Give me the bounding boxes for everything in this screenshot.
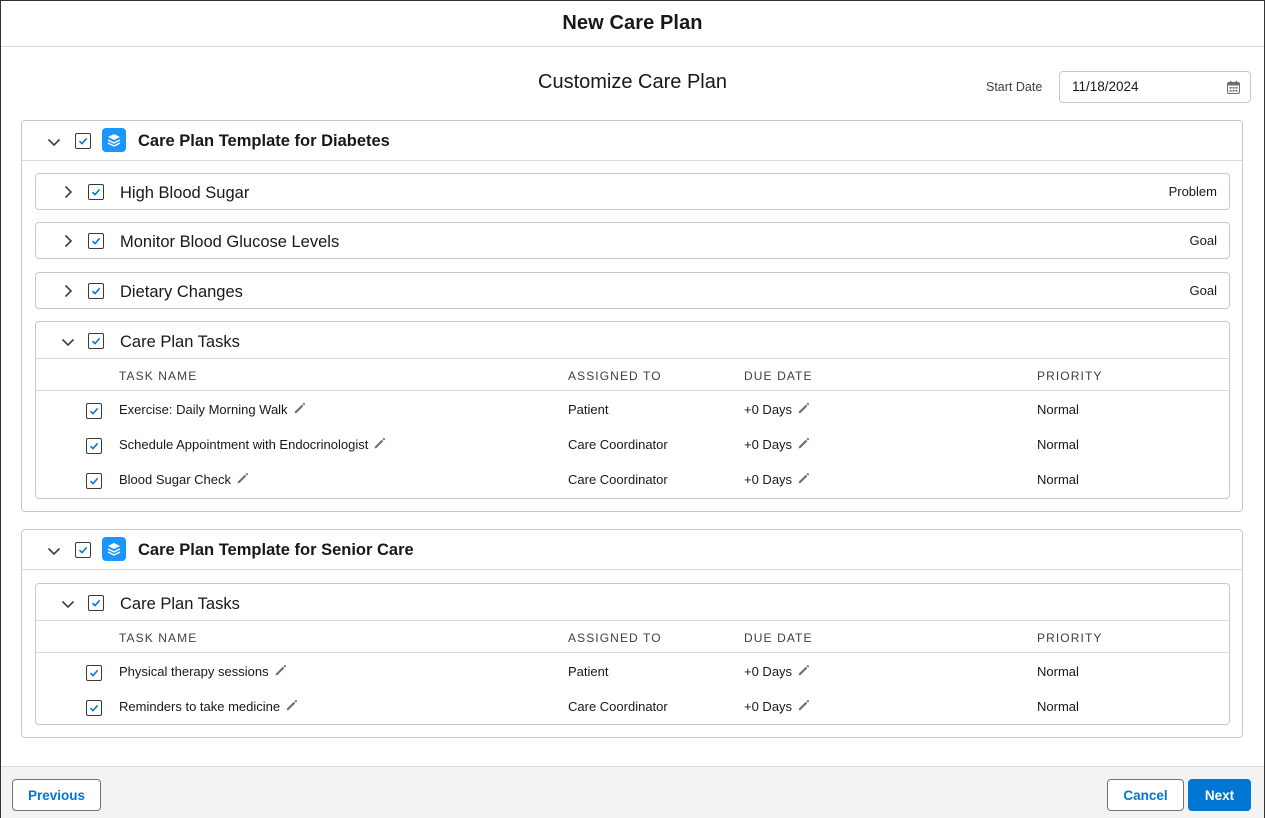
due-date-cell (744, 402, 810, 417)
due-date: +0 Days (744, 664, 793, 679)
column-header-priority: PRIORITY (1037, 369, 1103, 383)
template-checkbox-senior-care[interactable] (75, 542, 91, 558)
task-name: Physical therapy sessions (119, 664, 269, 679)
modal-header (1, 1, 1264, 47)
checkmark-icon (91, 336, 101, 346)
calendar-icon[interactable] (1227, 81, 1240, 94)
care-item-row (35, 272, 1230, 309)
start-date-input[interactable] (1059, 71, 1251, 103)
pencil-icon[interactable] (274, 664, 287, 677)
tasks-section-senior-care (35, 583, 1230, 725)
table-row (36, 392, 1229, 427)
template-card-senior-care (21, 529, 1243, 738)
template-header-senior-care (22, 530, 1242, 570)
checkmark-icon (89, 406, 99, 416)
checkmark-icon (89, 703, 99, 713)
assigned-to-cell: Patient (568, 664, 609, 679)
pencil-icon[interactable] (797, 664, 810, 677)
chevron-right-icon[interactable] (60, 283, 76, 299)
assigned-to-cell: Care Coordinator (568, 472, 668, 487)
chevron-down-icon[interactable] (46, 134, 62, 150)
priority-cell: Normal (1037, 664, 1079, 679)
next-button[interactable]: Next (1188, 779, 1251, 811)
task-name: Exercise: Daily Morning Walk (119, 402, 288, 417)
pencil-icon[interactable] (236, 472, 249, 485)
pencil-icon[interactable] (293, 402, 306, 415)
priority-cell: Normal (1037, 402, 1079, 417)
template-title-diabetes: Care Plan Template for Diabetes (138, 132, 390, 150)
table-header (36, 359, 1229, 391)
stack-icon (102, 128, 126, 152)
column-header-due-date: DUE DATE (744, 631, 813, 645)
tasks-section-diabetes (35, 321, 1230, 499)
due-date: +0 Days (744, 437, 793, 452)
template-checkbox-diabetes[interactable] (75, 133, 91, 149)
checkmark-icon (91, 286, 101, 296)
item-type: Goal (1189, 233, 1217, 248)
column-header-task-name: TASK NAME (119, 631, 198, 645)
care-item-row (35, 222, 1230, 259)
task-checkbox[interactable] (86, 473, 102, 489)
previous-button[interactable]: Previous (12, 779, 101, 811)
pencil-icon[interactable] (797, 699, 810, 712)
item-title: Monitor Blood Glucose Levels (120, 233, 340, 251)
task-name-cell (119, 664, 287, 679)
task-checkbox[interactable] (86, 665, 102, 681)
priority-cell: Normal (1037, 472, 1079, 487)
chevron-down-icon[interactable] (60, 334, 76, 350)
table-row (36, 654, 1229, 689)
task-name: Reminders to take medicine (119, 699, 281, 714)
assigned-to-cell: Care Coordinator (568, 699, 668, 714)
pencil-icon[interactable] (373, 437, 386, 450)
item-title: High Blood Sugar (120, 184, 250, 202)
chevron-right-icon[interactable] (60, 184, 76, 200)
column-header-due-date: DUE DATE (744, 369, 813, 383)
due-date: +0 Days (744, 699, 793, 714)
due-date-cell (744, 664, 810, 679)
task-checkbox[interactable] (86, 403, 102, 419)
modal-footer (1, 766, 1264, 818)
checkmark-icon (91, 187, 101, 197)
template-card-diabetes (21, 120, 1243, 512)
assigned-to-cell: Patient (568, 402, 609, 417)
checkmark-icon (91, 236, 101, 246)
due-date: +0 Days (744, 472, 793, 487)
task-checkbox[interactable] (86, 700, 102, 716)
column-header-assigned-to: ASSIGNED TO (568, 631, 662, 645)
table-row (36, 462, 1229, 497)
task-name: Blood Sugar Check (119, 472, 232, 487)
modal-title: New Care Plan (562, 12, 703, 34)
page-title: Customize Care Plan (538, 71, 727, 93)
pencil-icon[interactable] (797, 402, 810, 415)
tasks-section-title: Care Plan Tasks (120, 333, 240, 351)
table-row (36, 427, 1229, 462)
checkmark-icon (89, 441, 99, 451)
item-checkbox[interactable] (88, 184, 104, 200)
template-header-diabetes (22, 121, 1242, 161)
start-date-value: 11/18/2024 (1072, 79, 1139, 94)
checkmark-icon (78, 545, 88, 555)
table-row (36, 689, 1229, 724)
assigned-to-cell: Care Coordinator (568, 437, 668, 452)
pencil-icon[interactable] (285, 699, 298, 712)
checkmark-icon (89, 668, 99, 678)
care-item-row (35, 173, 1230, 210)
task-name-cell (119, 472, 249, 487)
pencil-icon[interactable] (797, 437, 810, 450)
cancel-button[interactable]: Cancel (1107, 779, 1184, 811)
chevron-down-icon[interactable] (60, 596, 76, 612)
tasks-section-title: Care Plan Tasks (120, 595, 240, 613)
item-type: Problem (1168, 184, 1217, 199)
item-title: Dietary Changes (120, 283, 243, 301)
checkmark-icon (78, 136, 88, 146)
task-name-cell (119, 699, 298, 714)
stack-icon (102, 537, 126, 561)
item-checkbox[interactable] (88, 233, 104, 249)
checkmark-icon (91, 598, 101, 608)
due-date-cell (744, 472, 810, 487)
item-type: Goal (1189, 283, 1217, 298)
task-checkbox[interactable] (86, 438, 102, 454)
column-header-task-name: TASK NAME (119, 369, 198, 383)
due-date: +0 Days (744, 402, 793, 417)
start-date-label: Start Date (986, 80, 1043, 94)
table-header (36, 621, 1229, 653)
due-date-cell (744, 699, 810, 714)
chevron-down-icon[interactable] (46, 543, 62, 559)
column-header-assigned-to: ASSIGNED TO (568, 369, 662, 383)
template-title-senior-care: Care Plan Template for Senior Care (138, 541, 414, 559)
tasks-section-checkbox[interactable] (88, 595, 104, 611)
pencil-icon[interactable] (797, 472, 810, 485)
task-name: Schedule Appointment with Endocrinologist (119, 437, 369, 452)
task-name-cell (119, 437, 386, 452)
priority-cell: Normal (1037, 437, 1079, 452)
priority-cell: Normal (1037, 699, 1079, 714)
checkmark-icon (89, 476, 99, 486)
task-name-cell (119, 402, 306, 417)
tasks-section-checkbox[interactable] (88, 333, 104, 349)
chevron-right-icon[interactable] (60, 233, 76, 249)
due-date-cell (744, 437, 810, 452)
item-checkbox[interactable] (88, 283, 104, 299)
column-header-priority: PRIORITY (1037, 631, 1103, 645)
